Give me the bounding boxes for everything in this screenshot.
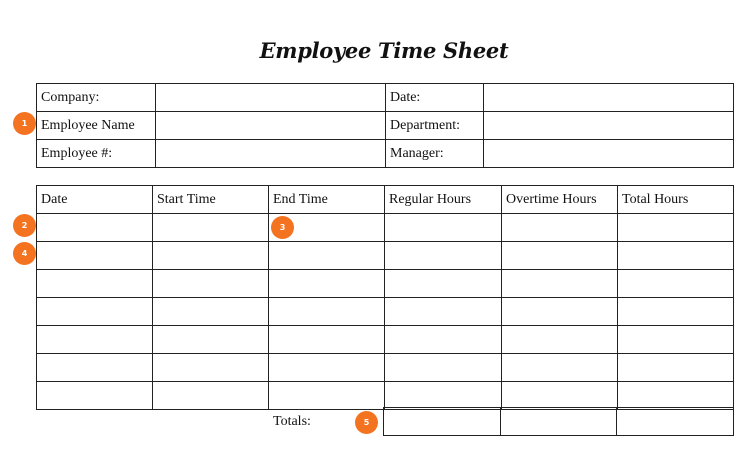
total-overtime-hours-cell[interactable] <box>501 408 617 436</box>
company-field[interactable] <box>156 84 386 112</box>
employee-info-table <box>36 83 734 168</box>
total-hours-cell[interactable] <box>618 270 734 298</box>
regular-hours-cell[interactable] <box>385 326 502 354</box>
overtime-hours-cell[interactable] <box>502 382 618 410</box>
totals-label: Totals: <box>273 414 311 429</box>
date-label: Date: <box>386 84 484 112</box>
total-hours-cell[interactable] <box>618 354 734 382</box>
header-end-time: End Time <box>269 186 385 214</box>
start-time-cell[interactable] <box>153 354 269 382</box>
overtime-hours-cell[interactable] <box>502 214 618 242</box>
start-time-cell[interactable] <box>153 326 269 354</box>
header-date: Date <box>37 186 153 214</box>
overtime-hours-cell[interactable] <box>502 270 618 298</box>
header-total-hours: Total Hours <box>618 186 734 214</box>
date-cell[interactable] <box>37 214 153 242</box>
manager-label: Manager: <box>386 140 484 168</box>
total-hours-cell[interactable] <box>618 326 734 354</box>
annotation-badge-5: 5 <box>355 411 378 434</box>
time-log-row <box>37 242 734 270</box>
start-time-cell[interactable] <box>153 242 269 270</box>
date-cell[interactable] <box>37 298 153 326</box>
end-time-cell[interactable] <box>269 270 385 298</box>
time-log-row <box>37 354 734 382</box>
time-log-row <box>37 270 734 298</box>
end-time-cell[interactable] <box>269 382 385 410</box>
end-time-cell[interactable] <box>269 354 385 382</box>
totals-table <box>383 407 734 436</box>
department-field[interactable] <box>484 112 734 140</box>
start-time-cell[interactable] <box>153 382 269 410</box>
time-log-row <box>37 382 734 410</box>
end-time-cell[interactable] <box>269 326 385 354</box>
annotation-badge-4: 4 <box>13 242 36 265</box>
total-hours-cell[interactable] <box>618 382 734 410</box>
info-row-employee-name <box>37 112 734 140</box>
start-time-cell[interactable] <box>153 298 269 326</box>
date-cell[interactable] <box>37 382 153 410</box>
time-log-table <box>36 185 734 410</box>
header-regular-hours: Regular Hours <box>385 186 502 214</box>
regular-hours-cell[interactable] <box>385 298 502 326</box>
time-log-row <box>37 298 734 326</box>
date-field[interactable] <box>484 84 734 112</box>
page-title: Employee Time Sheet <box>259 38 509 63</box>
total-hours-cell[interactable] <box>618 242 734 270</box>
time-log-row <box>37 326 734 354</box>
manager-field[interactable] <box>484 140 734 168</box>
info-row-company <box>37 84 734 112</box>
employee-name-field[interactable] <box>156 112 386 140</box>
annotation-badge-2: 2 <box>13 214 36 237</box>
regular-hours-cell[interactable] <box>385 382 502 410</box>
employee-number-field[interactable] <box>156 140 386 168</box>
date-cell[interactable] <box>37 270 153 298</box>
overtime-hours-cell[interactable] <box>502 354 618 382</box>
overtime-hours-cell[interactable] <box>502 298 618 326</box>
overtime-hours-cell[interactable] <box>502 242 618 270</box>
employee-name-label: Employee Name <box>37 112 156 140</box>
company-label: Company: <box>37 84 156 112</box>
date-cell[interactable] <box>37 354 153 382</box>
end-time-cell[interactable] <box>269 242 385 270</box>
time-log-row <box>37 214 734 242</box>
total-regular-hours-cell[interactable] <box>384 408 501 436</box>
annotation-badge-3: 3 <box>271 216 294 239</box>
overtime-hours-cell[interactable] <box>502 326 618 354</box>
total-hours-sum-cell[interactable] <box>617 408 734 436</box>
start-time-cell[interactable] <box>153 270 269 298</box>
header-overtime-hours: Overtime Hours <box>502 186 618 214</box>
annotation-badge-1: 1 <box>13 112 36 135</box>
regular-hours-cell[interactable] <box>385 270 502 298</box>
info-row-employee-number <box>37 140 734 168</box>
date-cell[interactable] <box>37 326 153 354</box>
start-time-cell[interactable] <box>153 214 269 242</box>
header-start-time: Start Time <box>153 186 269 214</box>
regular-hours-cell[interactable] <box>385 242 502 270</box>
department-label: Department: <box>386 112 484 140</box>
end-time-cell[interactable] <box>269 298 385 326</box>
total-hours-cell[interactable] <box>618 298 734 326</box>
totals-row <box>384 408 734 436</box>
time-log-header-row <box>37 186 734 214</box>
total-hours-cell[interactable] <box>618 214 734 242</box>
regular-hours-cell[interactable] <box>385 214 502 242</box>
date-cell[interactable] <box>37 242 153 270</box>
regular-hours-cell[interactable] <box>385 354 502 382</box>
employee-number-label: Employee #: <box>37 140 156 168</box>
